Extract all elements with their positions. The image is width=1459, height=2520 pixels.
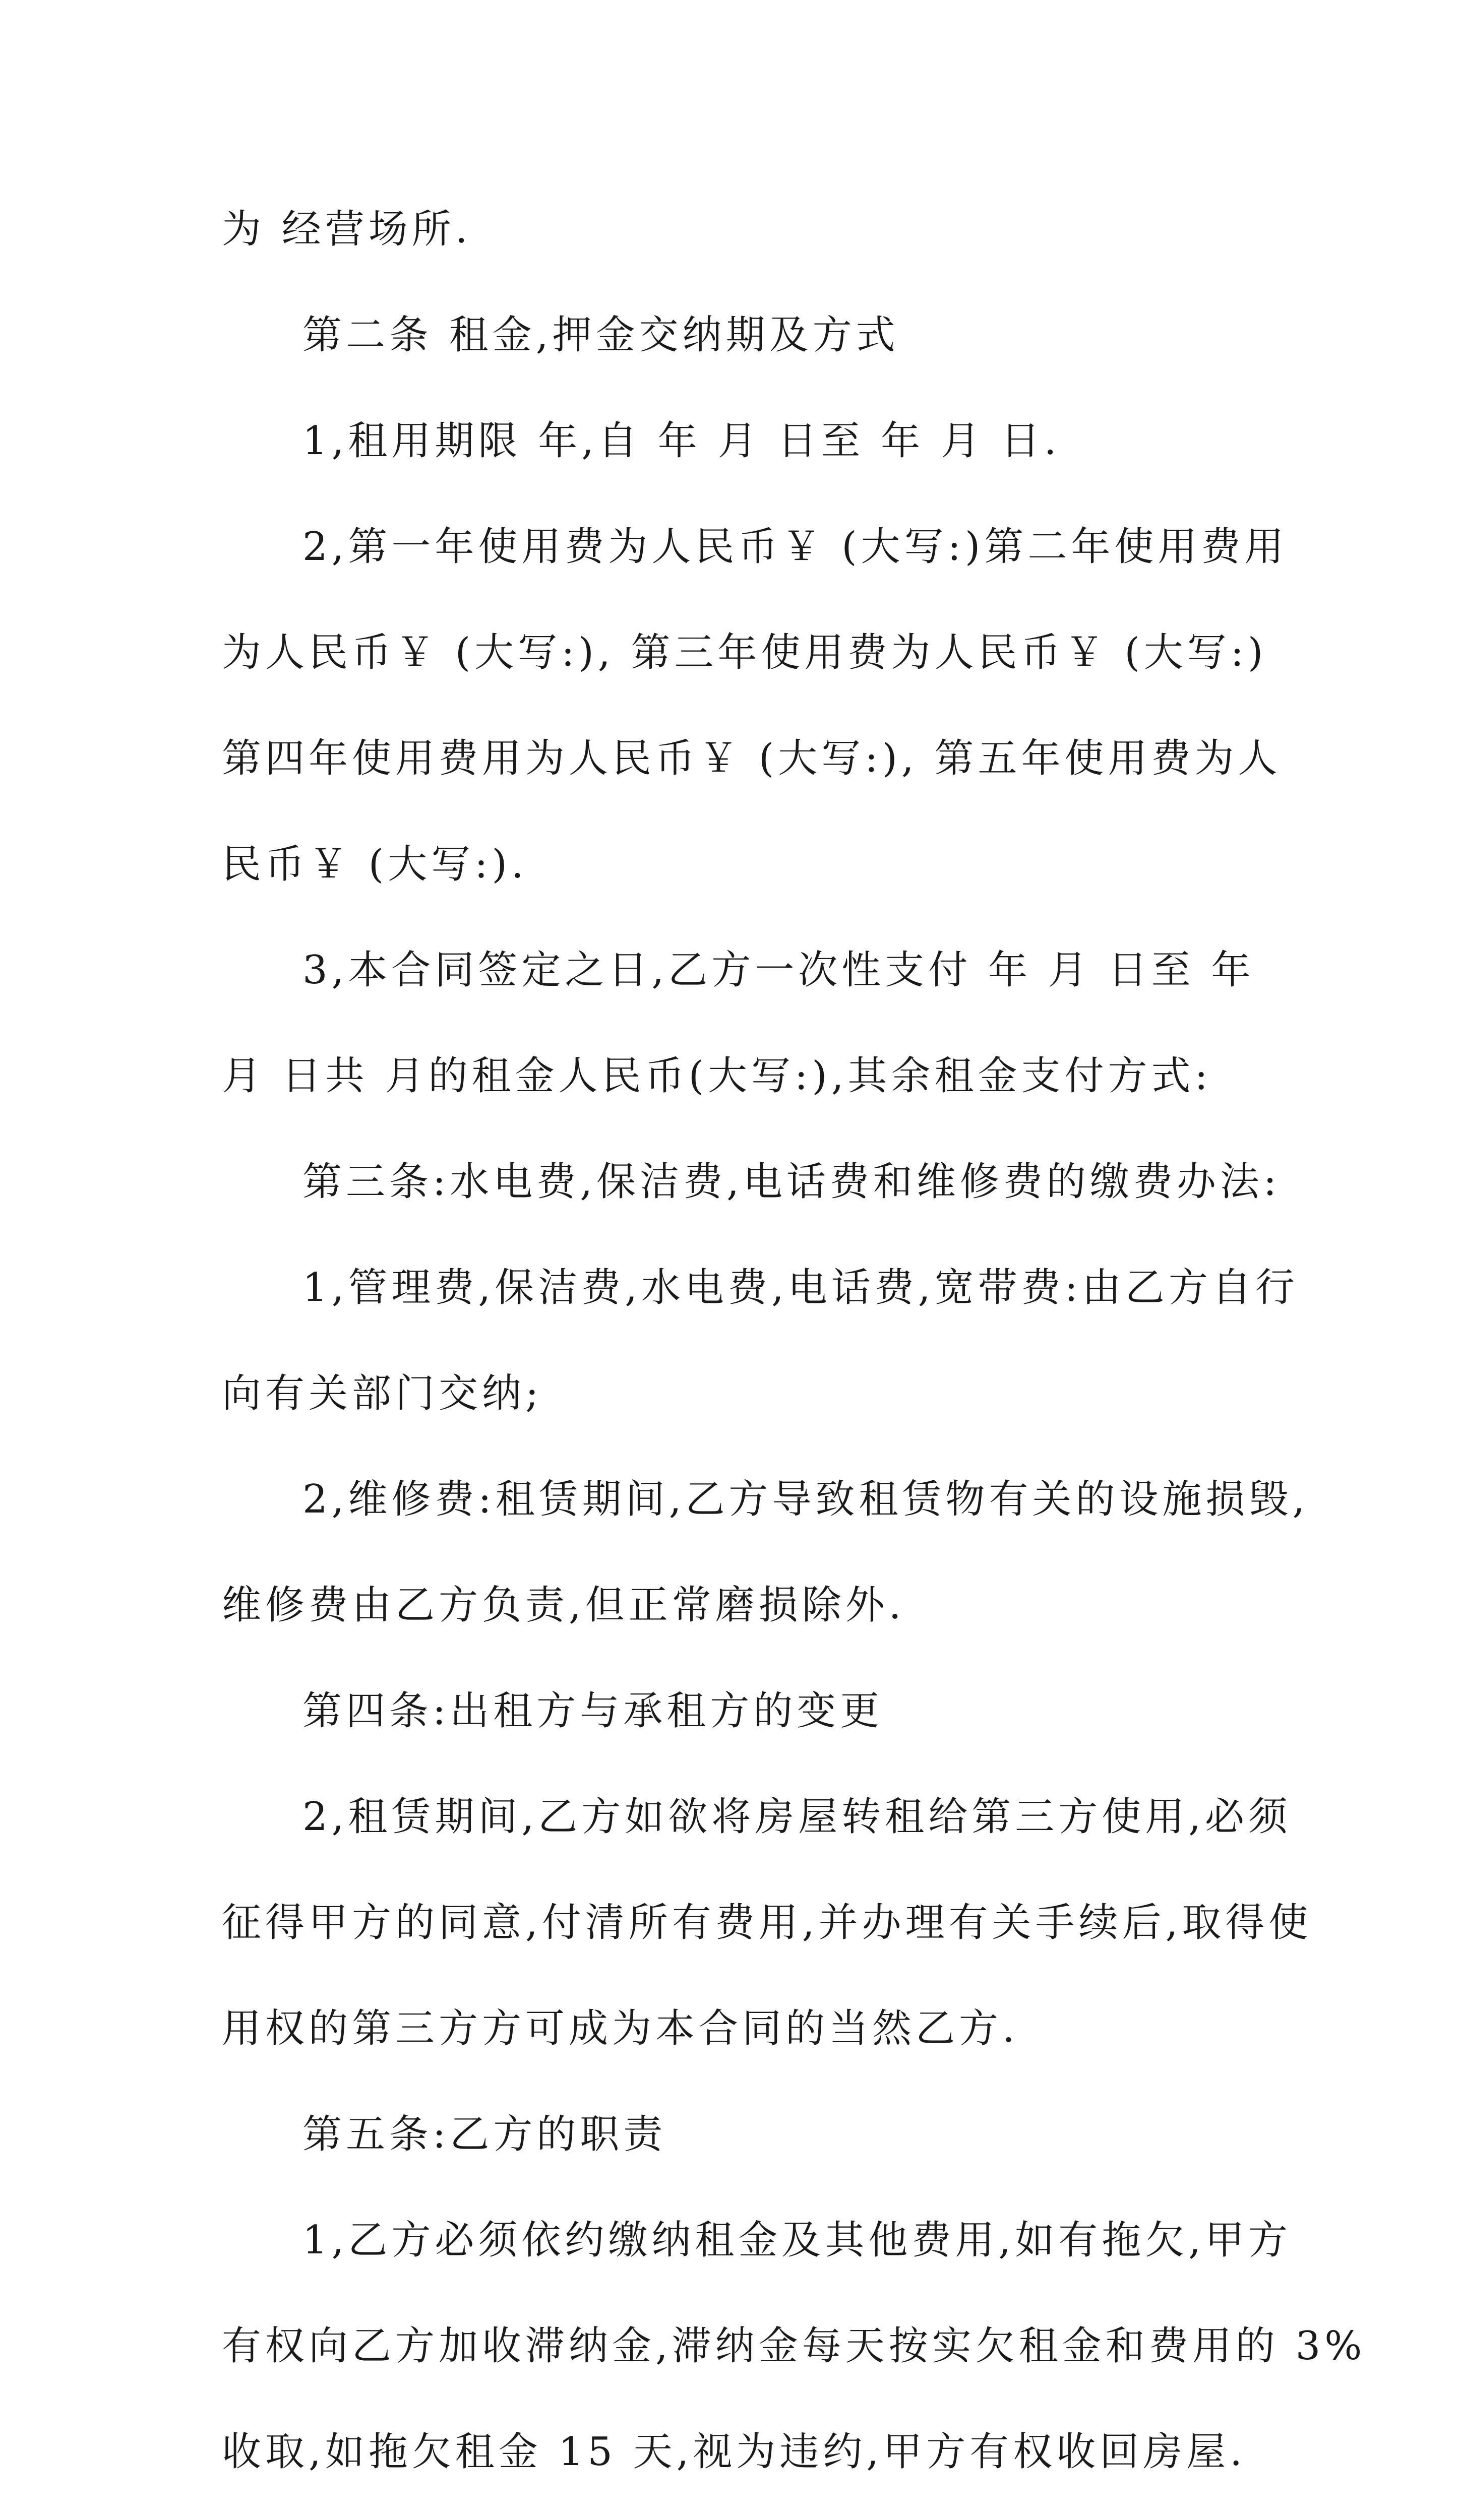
text-line: 第四年使用费用为人民币￥ (大写:), 第五年使用费为人	[222, 736, 1282, 781]
text-line: 征得甲方的同意,付清所有费用,并办理有关手续后,取得使	[222, 1900, 1312, 1945]
contract-text-body	[222, 176, 1366, 2520]
text-line: 1,管理费,保洁费,水电费,电话费,宽带费:由乙方自行	[302, 1265, 1299, 1310]
text-line: 用权的第三方方可成为本合同的当然乙方.	[222, 2006, 1019, 2051]
text-line: 向有关部门交纳;	[222, 1371, 543, 1416]
text-line: 3,本合同签定之日,乙方一次性支付 年 月 日至 年	[302, 948, 1255, 993]
text-line: 有权向乙方加收滞纳金,滞纳金每天按实欠租金和费用的 3%	[222, 2323, 1366, 2369]
text-line: 2,第一年使用费为人民币￥ (大写:)第二年使用费用	[302, 524, 1288, 570]
text-line: 月 日共 月的租金人民币(大写:),其余租金支付方式:	[222, 1053, 1212, 1099]
text-line: 维修费由乙方负责,但正常磨损除外.	[222, 1583, 905, 1628]
text-line: 为 经营场所.	[222, 207, 472, 252]
text-line: 2,维修费:租赁期间,乙方导致租赁物有关的设施损毁,	[302, 1477, 1309, 1522]
text-line: 第五条:乙方的职责	[302, 2112, 667, 2157]
text-line: 收取,如拖欠租金 15 天,视为违约,甲方有权收回房屋.	[222, 2429, 1247, 2475]
text-line: 1,乙方必须依约缴纳租金及其他费用,如有拖欠,甲方	[302, 2218, 1292, 2263]
text-line	[222, 2505, 1240, 2520]
text-line: 1,租用期限 年,自 年 月 日至 年 月 日.	[302, 418, 1061, 464]
text-line: 为人民币￥ (大写:), 第三年使用费为人民币￥ (大写:)	[222, 630, 1267, 675]
text-line: 第三条:水电费,保洁费,电话费和维修费的缴费办法:	[302, 1159, 1281, 1205]
text-line: 2,租赁期间,乙方如欲将房屋转租给第三方使用,必须	[302, 1794, 1292, 1840]
text-line: 第四条:出租方与承租方的变更	[302, 1688, 884, 1734]
text-line: 民币￥ (大写:).	[222, 842, 528, 887]
text-line: 第二条 租金,押金交纳期及方式	[302, 312, 899, 358]
